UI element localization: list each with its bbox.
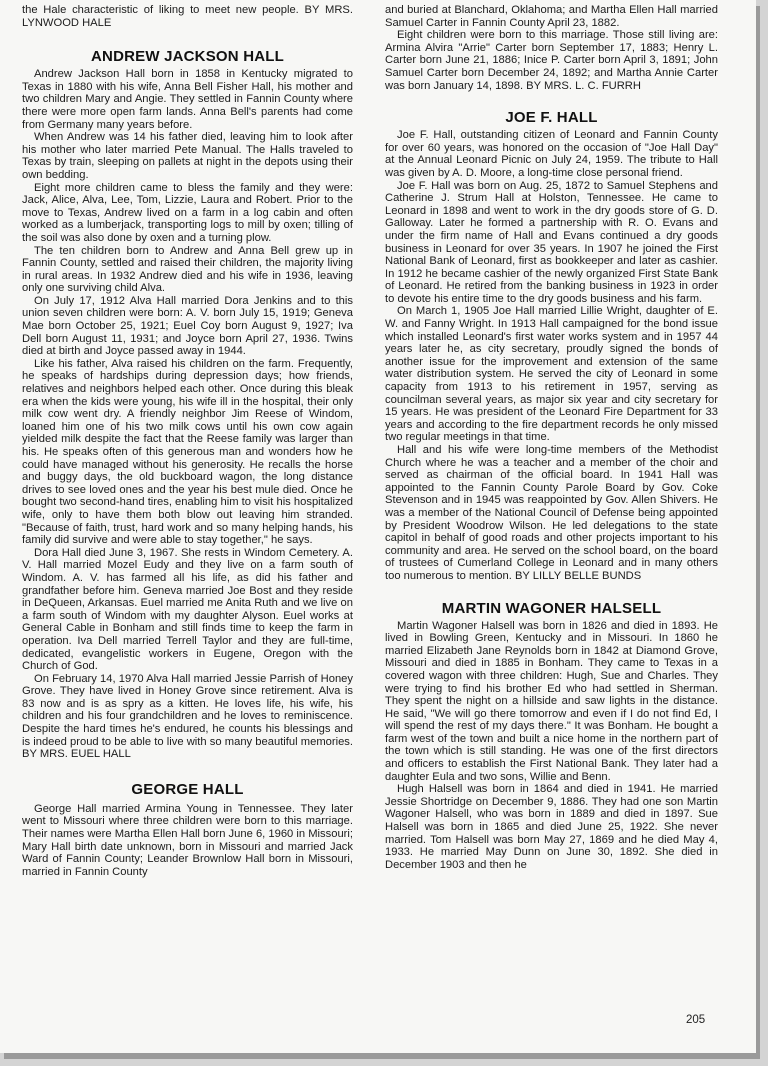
section-title-andrew-jackson-hall: ANDREW JACKSON HALL bbox=[91, 48, 284, 66]
paragraph: Dora Hall died June 3, 1967. She rests in Windom Cemetery. A. V. Hall married Mozel Eudy and they live on a farm south of Windom. A. V. has farmed all his life, as did his father and grandfather before him. Geneva married Joe Bost and they reside in DeQueen, Arkansas. Euel married me Anita Ruth and we live on a farm south of Windom with my daughter Alyson. Euel works at General Cable in Bonham and still finds time to keep the farm in operation. Iva Dell married Terrell Taylor and they are full-time, dedicated, evangelistic workers in Eugene, Oregon with the Church of God. bbox=[22, 546, 353, 673]
section-title-martin-wagoner-halsell: MARTIN WAGONER HALSELL bbox=[441, 599, 662, 617]
paragraph: Hall and his wife were long-time members of the Methodist Church where he was a teacher and a member of the choir and served as chairman of the official board. In 1941 Hall was appointed to the Fannin County Parole Board by Gov. Coke Stevenson and in 1945 was reappointed by Gov. Allen Shivers. He was a member of the National Council of Defense being appointed by President Woodrow Wilson. He led delegations to the state capitol in behalf of good roads and other projects important to his community and area. He served on the school board, on the board of trustees of Cumerland College in Leonard and in many others too numerous to mention. BY LILLY BELLE BUNDS bbox=[385, 444, 718, 582]
paragraph: Joe F. Hall was born on Aug. 25, 1872 to Samuel Stephens and Catherine J. Strum Hall at Holston, Tennessee. He came to Leonard in 1898 and went to work in the dry goods store of G. D. Galloway. Later he formed a partnership with R. O. Evans and under the firm name of Hall and Evans continued a dry goods business in Leonard for over 35 years. In 1907 he joined the First National Bank of Leonard, first as bookkeeper and later as cashier. In 1912 he became cashier of the newly organized First State Bank of Leonard. He retired from the banking business in 1923 in order to devote his entire time to the dry goods business and his farm. bbox=[385, 179, 718, 305]
paragraph: Eight more children came to bless the family and they were: Jack, Alice, Alva, Lee, Tom, Lizzie, Laura and Robert. Prior to the move to Texas, Andrew lived on a farm in a log cabin and often worked as a lumberjack, transporting logs to mill by oxen; tilling of the soil was also done by oxen and a turning plow. bbox=[22, 181, 353, 244]
paragraph: and buried at Blanchard, Oklahoma; and Martha Ellen Hall married Samuel Carter in Fannin County April 23, 1882. bbox=[385, 4, 718, 29]
paragraph: On February 14, 1970 Alva Hall married Jessie Parrish of Honey Grove. They have lived in Honey Grove since retirement. Alva is 83 now and is as spry as a kitten. He loves life, his wife, his children and his four grandchildren and he loves to reminiscence. Despite the hard times he's endured, he counts his blessings and is indeed proud to be able to live with so many beautiful memories. BY MRS. EUEL HALL bbox=[22, 672, 353, 761]
left-column bbox=[22, 4, 353, 878]
paragraph: Like his father, Alva raised his children on the farm. Frequently, he speaks of hardships during depression days; how friends, relatives and neighbors helped each other. Once during this bleak era when the kids were young, his wife ill in the hospital, their only milk cow went dry. A friendly neighbor Jim Reese of Windom, loaned him one of his two milk cows until his own cow again yielded milk despite the fact that the Reese family was larger than his. He speaks often of this generous man and wonders how he could have managed without his generosity. He recalls the horse and buggy days, the old buckboard wagon, the long distance drives to see loved ones and the year his best mule died. Once he bought two second-hand tires, enabling him to visit his hospitalized wife, only to have them both blow out leaving him stranded. "Because of faith, trust, hard work and so many helping hands, his family did survive and were able to stay together," he says. bbox=[22, 357, 353, 547]
paragraph: When Andrew was 14 his father died, leaving him to look after his mother who later married Pete Manual. The Halls traveled to Texas by train, sleeping on pallets at night in the depots using their own bedding. bbox=[22, 131, 353, 181]
paragraph: Joe F. Hall, outstanding citizen of Leonard and Fannin County for over 60 years, was honored on the occasion of "Joe Hall Day" at the Annual Leonard Picnic on July 24, 1959. The tribute to Hall was given by A. D. Moore, a long-time close personal friend. bbox=[385, 129, 718, 179]
paragraph: Eight children were born to this marriage. Those still living are: Armina Alvira "Arrie" Carter born September 17, 1883; Henry L. Carter born June 21, 1886; Inice P. Carter born April 3, 1891; John Samuel Carter born December 24, 1892; and Martha Annie Carter was born January 14, 1898. BY MRS. L. C. FURRH bbox=[385, 29, 718, 92]
paragraph: Hugh Halsell was born in 1864 and died in 1941. He married Jessie Shortridge on December 9, 1886. They had one son Martin Wagoner Halsell, who was born in 1889 and died in 1897. Sue Halsell was born in 1865 and died June 25, 1922. She never married. Tom Halsell was born May 27, 1869 and he died May 4, 1933. He married May Dunn on June 30, 1892. She died in December 1903 and then he bbox=[385, 783, 718, 871]
paragraph: George Hall married Armina Young in Tennessee. They later went to Missouri where three children were born to this marriage. Their names were Martha Ellen Hall born June 6, 1960 in Missouri; Mary Hall birth date unknown, born in Missouri and married Jack Ward of Fannin County; Leander Brownlow Hall born in Missouri, married in Fannin County bbox=[22, 802, 353, 878]
paragraph: Martin Wagoner Halsell was born in 1826 and died in 1893. He lived in Bowling Green, Kentucky and in Missouri. In 1860 he married Elizabeth Jane Reynolds born in 1842 at Diamond Grove, Missouri and died in 1885 in Bonham. They came to Texas in a covered wagon with three children: Hugh, Sue and Charles. They were trying to find his brother Ed who had settled in Sherman. They spent the night on a hillside and saw lights in the distance. He said, "We will go there tomorrow and even if I do not find Ed, I will spend the rest of my days there." It was Bonham. He bought a farm west of the town and built a nice home in the northern part of the town which is still standing. He was one of the first directors and officers to establish the First National Bank. They later had a daughter Eula and two sons, Willie and Benn. bbox=[385, 619, 718, 783]
paragraph: the Hale characteristic of liking to meet new people. BY MRS. LYNWOOD HALE bbox=[22, 4, 353, 29]
paragraph: On March 1, 1905 Joe Hall married Lillie Wright, daughter of E. W. and Fanny Wright. In 1913 Hall campaigned for the bond issue which installed Leonard's first water works system and in 1957 44 years later he, as city secretary, proudly signed the bonds of another issue for the improvement and extension of the same water distribution system. He served the city of Leonard in some capacity from 1913 to his retirement in 1957, serving as councilman several years, as major six year and city secretary for 15 years. He was president of the Leonard Fire Department for 33 years and according to the fire department records he only missed two regular meetings in that time. bbox=[385, 305, 718, 444]
section-title-joe-f-hall: JOE F. HALL bbox=[505, 109, 598, 127]
right-column bbox=[385, 4, 718, 871]
page-number: 205 bbox=[686, 1014, 706, 1026]
section-title-george-hall: GEORGE HALL bbox=[131, 780, 244, 798]
paragraph: Andrew Jackson Hall born in 1858 in Kentucky migrated to Texas in 1880 with his wife, Anna Bell Fisher Hall, his mother and two children Mary and Angie. They settled in Fannin County where there were more open farm lands. Anna Bell's parents had come from Germany many years before. bbox=[22, 68, 353, 131]
paragraph: On July 17, 1912 Alva Hall married Dora Jenkins and to this union seven children were born: A. V. born July 15, 1919; Geneva Mae born October 25, 1921; Euel Coy born August 9, 1927; Iva Dell born August 11, 1931; and Joyce born April 27, 1936. Twins died at birth and Joyce passed away in 1944. bbox=[22, 294, 353, 358]
paragraph: The ten children born to Andrew and Anna Bell grew up in Fannin County, settled and raised their children, the majority living in rural areas. In 1932 Andrew died and his wife in 1936, leaving only one surviving child Alva. bbox=[22, 244, 353, 295]
